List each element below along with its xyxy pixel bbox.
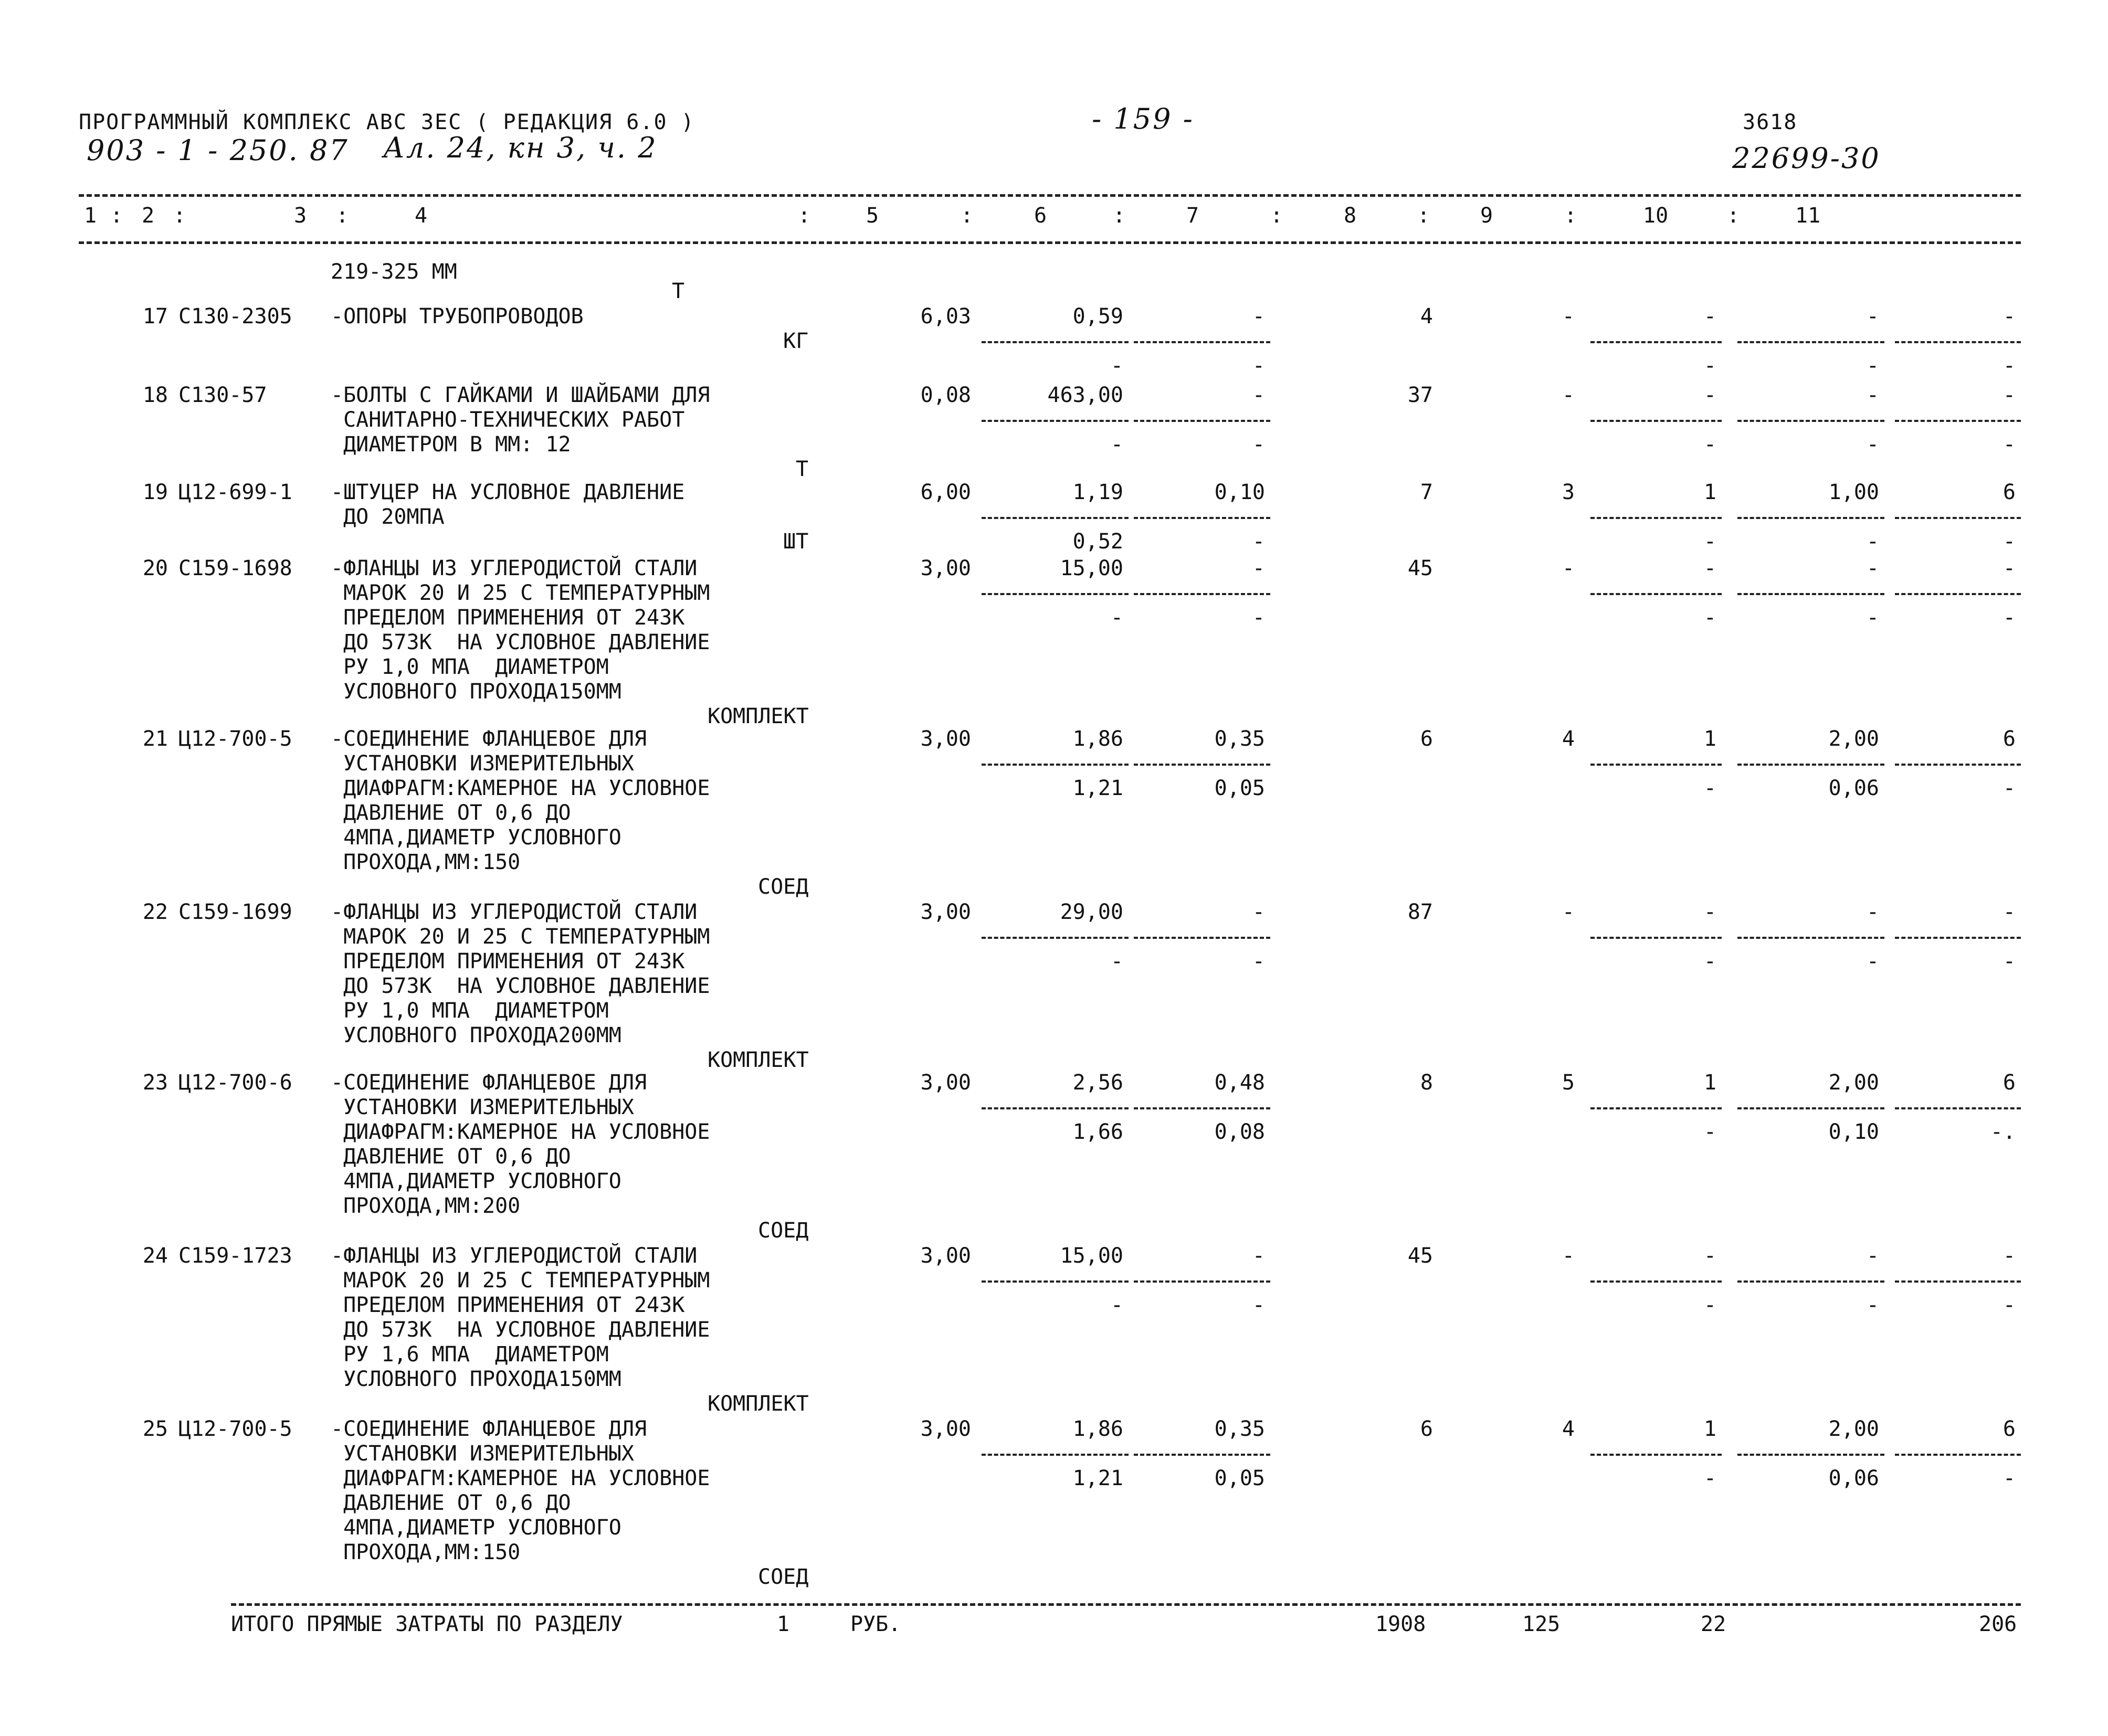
col-4-value: 3,00 [920, 556, 971, 580]
col-9-sub-value: - [1703, 606, 1716, 630]
row-code: С130-57 [178, 383, 267, 407]
col-6-value: - [1252, 1244, 1265, 1268]
value-divider [1590, 593, 1722, 595]
col-9-sub-value: - [1703, 776, 1716, 800]
col-11-sub-value: - [2002, 432, 2016, 457]
row-unit: СОЕД [758, 1219, 809, 1243]
row-number: 18 [142, 383, 168, 407]
row-code: Ц12-700-5 [178, 1417, 292, 1441]
row-unit: КГ [783, 329, 809, 353]
col-6-sub-value: - [1252, 606, 1265, 630]
col-10-value: 2,00 [1828, 727, 1879, 751]
col-9-sub-value: - [1703, 354, 1716, 378]
col-9-value: - [1703, 900, 1716, 924]
column-number: 10 [1643, 204, 1669, 228]
row-name: -СОЕДИНЕНИЕ ФЛАНЦЕВОЕ ДЛЯ УСТАНОВКИ ИЗМЕРИТЕЛЬНЫХ ДИАФРАГМ:КАМЕРНОЕ НА УСЛОВНОЕ ДАВЛЕНИЕ ОТ 0,6 ДО 4МПА,ДИАМЕТР УСЛОВНОГО ПРОХОДА,ММ:200 [331, 1071, 710, 1218]
col-5-sub-value: - [1110, 432, 1123, 457]
column-number: 2 [142, 204, 155, 228]
col-7-value: 7 [1420, 480, 1433, 504]
col-6-sub-value: - [1252, 432, 1265, 457]
col-8-value: - [1562, 1244, 1575, 1268]
col-9-value: - [1703, 383, 1716, 407]
col-11-value: 6 [2002, 1071, 2016, 1095]
col-9-sub-value: - [1703, 1293, 1716, 1317]
value-divider [1737, 1107, 1884, 1109]
stamp-number: 22699-30 [1732, 142, 1881, 175]
row-code: С159-1699 [178, 900, 292, 924]
col-6-value: 0,35 [1214, 1417, 1265, 1441]
value-divider [1134, 420, 1270, 422]
value-divider [1590, 420, 1722, 422]
total-section: 1 [777, 1612, 790, 1636]
row-name: -БОЛТЫ С ГАЙКАМИ И ШАЙБАМИ ДЛЯ САНИТАРНО-ТЕХНИЧЕСКИХ РАБОТ ДИАМЕТРОМ В ММ: 12 [331, 383, 710, 457]
col-5-value: 0,59 [1072, 304, 1123, 329]
col-10-value: - [1866, 556, 1879, 580]
col-10-sub-value: 0,10 [1828, 1120, 1879, 1144]
col-7-value: 6 [1420, 1417, 1433, 1441]
col-6-value: - [1252, 556, 1265, 580]
col-7-value: 87 [1407, 900, 1433, 924]
value-divider [1895, 1454, 2021, 1456]
album-reference: Ал. 24, кн 3, ч. 2 [383, 131, 658, 164]
col-6-sub-value: 0,08 [1214, 1120, 1265, 1144]
col-4-value: 3,00 [920, 1244, 971, 1268]
value-divider [982, 1107, 1129, 1109]
col-10-value: 1,00 [1828, 480, 1879, 504]
col-4-value: 6,03 [920, 304, 971, 329]
col-5-sub-value: - [1110, 606, 1123, 630]
row-code: Ц12-700-5 [178, 727, 292, 751]
col-5-value: 1,86 [1072, 727, 1123, 751]
page-number: - 159 - [1092, 102, 1194, 135]
value-divider [1895, 1107, 2021, 1109]
row-code: Ц12-699-1 [178, 480, 292, 504]
column-separator: : [1113, 204, 1126, 228]
col-5-sub-value: - [1110, 1293, 1123, 1317]
row-number: 22 [142, 900, 168, 924]
value-divider [1737, 764, 1884, 766]
col-9-value: 1 [1703, 727, 1716, 751]
value-divider [1737, 1280, 1884, 1283]
col-4-value: 3,00 [920, 900, 971, 924]
col-4-value: 3,00 [920, 1417, 971, 1441]
col-5-sub-value: 1,21 [1072, 1466, 1123, 1490]
col-9-sub-value: - [1703, 432, 1716, 457]
row-name: -СОЕДИНЕНИЕ ФЛАНЦЕВОЕ ДЛЯ УСТАНОВКИ ИЗМЕРИТЕЛЬНЫХ ДИАФРАГМ:КАМЕРНОЕ НА УСЛОВНОЕ ДАВЛЕНИЕ ОТ 0,6 ДО 4МПА,ДИАМЕТР УСЛОВНОГО ПРОХОДА,ММ:150 [331, 1417, 710, 1564]
value-divider [982, 593, 1129, 595]
col-10-value: - [1866, 1244, 1879, 1268]
col-8-value: - [1562, 304, 1575, 329]
row-name: -СОЕДИНЕНИЕ ФЛАНЦЕВОЕ ДЛЯ УСТАНОВКИ ИЗМЕРИТЕЛЬНЫХ ДИАФРАГМ:КАМЕРНОЕ НА УСЛОВНОЕ ДАВЛЕНИЕ ОТ 0,6 ДО 4МПА,ДИАМЕТР УСЛОВНОГО ПРОХОДА,ММ:150 [331, 727, 710, 874]
value-divider [1895, 764, 2021, 766]
value-divider [1895, 937, 2021, 939]
value-divider [1895, 341, 2021, 343]
col-9-sub-value: - [1703, 1120, 1716, 1144]
col-5-value: 15,00 [1060, 556, 1123, 580]
value-divider [1737, 1454, 1884, 1456]
col-6-value: - [1252, 304, 1265, 329]
value-divider [1895, 517, 2021, 519]
col-10-value: - [1866, 383, 1879, 407]
col-9-value: - [1703, 556, 1716, 580]
row-number: 20 [142, 556, 168, 580]
col-6-value: - [1252, 383, 1265, 407]
col-7-value: 6 [1420, 727, 1433, 751]
column-separator: : [1727, 204, 1740, 228]
value-divider [1134, 1454, 1270, 1456]
value-divider [1590, 764, 1722, 766]
col-6-value: 0,10 [1214, 480, 1265, 504]
column-number: 4 [415, 204, 428, 228]
row-code: Ц12-700-6 [178, 1071, 292, 1095]
col-6-sub-value: - [1252, 949, 1265, 973]
col-11-value: - [2002, 1244, 2016, 1268]
pre-text: 219-325 ММ [331, 260, 457, 284]
column-separator: : [798, 204, 811, 228]
row-name: -ШТУЦЕР НА УСЛОВНОЕ ДАВЛЕНИЕ ДО 20МПА [331, 480, 685, 529]
row-number: 19 [142, 480, 168, 504]
value-divider [1134, 1280, 1270, 1283]
row-number: 21 [142, 727, 168, 751]
col-5-value: 15,00 [1060, 1244, 1123, 1268]
col-5-value: 1,86 [1072, 1417, 1123, 1441]
row-number: 25 [142, 1417, 168, 1441]
total-label: ИТОГО ПРЯМЫЕ ЗАТРАТЫ ПО РАЗДЕЛУ [231, 1612, 623, 1636]
value-divider [982, 341, 1129, 343]
col-11-value: - [2002, 304, 2016, 329]
row-code: С159-1698 [178, 556, 292, 580]
col-4-value: 3,00 [920, 727, 971, 751]
column-separator: : [1564, 204, 1577, 228]
row-number: 24 [142, 1244, 168, 1268]
row-unit-above: Т [672, 279, 685, 303]
col-8-value: - [1562, 900, 1575, 924]
row-unit: СОЕД [758, 1565, 809, 1589]
row-name: -ФЛАНЦЫ ИЗ УГЛЕРОДИСТОЙ СТАЛИ МАРОК 20 И 25 С ТЕМПЕРАТУРНЫМ ПРЕДЕЛОМ ПРИМЕНЕНИЯ ОТ 243К ДО 573К НА УСЛОВНОЕ ДАВЛЕНИЕ РУ 1,6 МПА ДИАМЕТРОМ УСЛОВНОГО ПРОХОДА150ММ [331, 1244, 710, 1391]
column-number: 7 [1186, 204, 1199, 228]
value-divider [982, 937, 1129, 939]
col-10-value: 2,00 [1828, 1417, 1879, 1441]
row-number: 23 [142, 1071, 168, 1095]
col-6-value: - [1252, 900, 1265, 924]
value-divider [1895, 1280, 2021, 1283]
total-col7: 1908 [1375, 1612, 1426, 1636]
document-code: 3618 [1743, 110, 1798, 134]
total-col9: 22 [1701, 1612, 1726, 1636]
col-9-sub-value: - [1703, 949, 1716, 973]
col-6-sub-value: 0,05 [1214, 776, 1265, 800]
col-6-sub-value: 0,05 [1214, 1466, 1265, 1490]
column-separator: : [336, 204, 349, 228]
col-4-value: 3,00 [920, 1071, 971, 1095]
row-name: -ФЛАНЦЫ ИЗ УГЛЕРОДИСТОЙ СТАЛИ МАРОК 20 И 25 С ТЕМПЕРАТУРНЫМ ПРЕДЕЛОМ ПРИМЕНЕНИЯ ОТ 243К ДО 573К НА УСЛОВНОЕ ДАВЛЕНИЕ РУ 1,0 МПА ДИАМЕТРОМ УСЛОВНОГО ПРОХОДА150ММ [331, 556, 710, 704]
col-9-value: - [1703, 304, 1716, 329]
col-11-sub-value: -. [1990, 1120, 2016, 1144]
col-5-value: 463,00 [1047, 383, 1123, 407]
col-6-sub-value: - [1252, 530, 1265, 554]
col-11-sub-value: - [2002, 530, 2016, 554]
col-5-sub-value: - [1110, 354, 1123, 378]
col-11-value: 6 [2002, 480, 2016, 504]
col-11-sub-value: - [2002, 606, 2016, 630]
col-5-sub-value: 1,21 [1072, 776, 1123, 800]
value-divider [1134, 593, 1270, 595]
value-divider [1590, 1107, 1722, 1109]
col-11-value: 6 [2002, 1417, 2016, 1441]
column-number: 1 [84, 204, 97, 228]
col-7-value: 4 [1420, 304, 1433, 329]
row-unit: КОМПЛЕКТ [708, 704, 809, 728]
value-divider [982, 517, 1129, 519]
value-divider [1737, 937, 1884, 939]
col-7-value: 45 [1407, 556, 1433, 580]
col-9-value: 1 [1703, 1071, 1716, 1095]
top-rule [79, 194, 2021, 197]
project-number: 903 - 1 - 250. 87 [87, 134, 349, 167]
value-divider [1134, 937, 1270, 939]
total-rule [231, 1603, 2021, 1606]
row-unit: СОЕД [758, 875, 809, 899]
col-11-value: 6 [2002, 727, 2016, 751]
col-4-value: 6,00 [920, 480, 971, 504]
col-10-value: - [1866, 900, 1879, 924]
value-divider [1134, 764, 1270, 766]
column-number: 5 [866, 204, 879, 228]
value-divider [982, 764, 1129, 766]
col-6-value: 0,35 [1214, 727, 1265, 751]
col-8-value: 4 [1562, 1417, 1575, 1441]
col-8-value: - [1562, 383, 1575, 407]
col-11-sub-value: - [2002, 776, 2016, 800]
col-11-value: - [2002, 556, 2016, 580]
col-11-value: - [2002, 383, 2016, 407]
column-number: 11 [1795, 204, 1821, 228]
row-unit: КОМПЛЕКТ [708, 1392, 809, 1416]
row-code: С159-1723 [178, 1244, 292, 1268]
value-divider [1590, 517, 1722, 519]
column-number: 3 [294, 204, 307, 228]
total-col8: 125 [1522, 1612, 1561, 1636]
value-divider [1895, 420, 2021, 422]
value-divider [1737, 341, 1884, 343]
col-10-sub-value: - [1866, 354, 1879, 378]
col-10-sub-value: - [1866, 949, 1879, 973]
row-unit: Т [796, 457, 809, 481]
col-9-value: 1 [1703, 480, 1716, 504]
col-6-sub-value: - [1252, 1293, 1265, 1317]
column-separator: : [1270, 204, 1283, 228]
row-code: С130-2305 [178, 304, 292, 329]
value-divider [1737, 517, 1884, 519]
value-divider [1737, 420, 1884, 422]
col-5-value: 2,56 [1072, 1071, 1123, 1095]
value-divider [982, 420, 1129, 422]
column-number: 9 [1480, 204, 1493, 228]
col-9-value: - [1703, 1244, 1716, 1268]
col-7-value: 45 [1407, 1244, 1433, 1268]
col-5-sub-value: 0,52 [1072, 530, 1123, 554]
col-8-value: 5 [1562, 1071, 1575, 1095]
col-8-value: 3 [1562, 480, 1575, 504]
value-divider [1134, 341, 1270, 343]
col-10-sub-value: - [1866, 606, 1879, 630]
row-name: -ОПОРЫ ТРУБОПРОВОДОВ [331, 304, 584, 329]
column-separator: : [110, 204, 123, 228]
column-separator: : [173, 204, 186, 228]
col-7-value: 37 [1407, 383, 1433, 407]
value-divider [1737, 593, 1884, 595]
value-divider [1134, 1107, 1270, 1109]
col-5-value: 29,00 [1060, 900, 1123, 924]
col-5-sub-value: 1,66 [1072, 1120, 1123, 1144]
column-number: 8 [1344, 204, 1357, 228]
row-unit: КОМПЛЕКТ [708, 1048, 809, 1072]
col-5-value: 1,19 [1072, 480, 1123, 504]
total-currency: РУБ. [850, 1612, 901, 1636]
value-divider [1590, 1454, 1722, 1456]
col-10-sub-value: 0,06 [1828, 1466, 1879, 1490]
col-5-sub-value: - [1110, 949, 1123, 973]
col-11-sub-value: - [2002, 354, 2016, 378]
value-divider [1134, 517, 1270, 519]
column-separator: : [1417, 204, 1430, 228]
col-10-sub-value: - [1866, 1293, 1879, 1317]
row-unit: ШТ [783, 530, 809, 554]
col-4-value: 0,08 [920, 383, 971, 407]
col-6-sub-value: - [1252, 354, 1265, 378]
column-separator: : [961, 204, 974, 228]
row-number: 17 [142, 304, 168, 329]
value-divider [982, 1280, 1129, 1283]
row-name: -ФЛАНЦЫ ИЗ УГЛЕРОДИСТОЙ СТАЛИ МАРОК 20 И 25 С ТЕМПЕРАТУРНЫМ ПРЕДЕЛОМ ПРИМЕНЕНИЯ ОТ 243К ДО 573К НА УСЛОВНОЕ ДАВЛЕНИЕ РУ 1,0 МПА ДИАМЕТРОМ УСЛОВНОГО ПРОХОДА200ММ [331, 900, 710, 1047]
value-divider [982, 1454, 1129, 1456]
header-rule [79, 241, 2021, 244]
col-9-sub-value: - [1703, 530, 1716, 554]
col-11-value: - [2002, 900, 2016, 924]
col-11-sub-value: - [2002, 1293, 2016, 1317]
value-divider [1590, 341, 1722, 343]
value-divider [1895, 593, 2021, 595]
col-9-sub-value: - [1703, 1466, 1716, 1490]
col-7-value: 8 [1420, 1071, 1433, 1095]
col-9-value: 1 [1703, 1417, 1716, 1441]
value-divider [1590, 1280, 1722, 1283]
program-header: ПРОГРАММНЫЙ КОМПЛЕКС АВС 3ЕС ( РЕДАКЦИЯ 6.0 ) [79, 110, 695, 134]
value-divider [1590, 937, 1722, 939]
col-10-value: 2,00 [1828, 1071, 1879, 1095]
col-8-value: - [1562, 556, 1575, 580]
total-col11: 206 [1979, 1612, 2017, 1636]
col-11-sub-value: - [2002, 1466, 2016, 1490]
col-11-sub-value: - [2002, 949, 2016, 973]
col-10-sub-value: - [1866, 530, 1879, 554]
col-6-value: 0,48 [1214, 1071, 1265, 1095]
column-number: 6 [1034, 204, 1047, 228]
col-10-sub-value: 0,06 [1828, 776, 1879, 800]
col-10-sub-value: - [1866, 432, 1879, 457]
col-10-value: - [1866, 304, 1879, 329]
col-8-value: 4 [1562, 727, 1575, 751]
